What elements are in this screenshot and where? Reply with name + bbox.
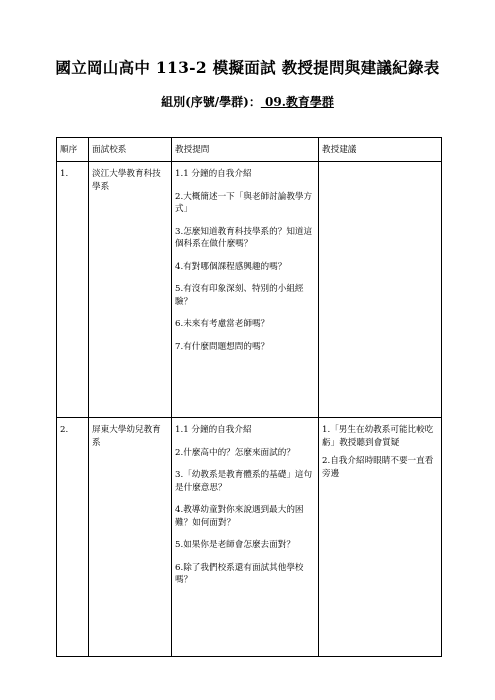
table-header-row	[57, 138, 442, 162]
row-suggestions	[319, 418, 442, 657]
question-item: 7.有什麼問題想問的嗎？	[175, 341, 270, 352]
header-suggestions: 教授建議	[319, 138, 442, 162]
header-order: 順序	[57, 138, 89, 162]
question-item: 2.大概簡述一下「與老師討論教學方式」	[175, 191, 313, 214]
row-order: 1.	[57, 162, 89, 418]
header-school: 面試校系	[89, 138, 172, 162]
question-item: 5.如果你是老師會怎麼去面對？	[175, 540, 295, 550]
header-questions: 教授提問	[172, 138, 319, 162]
suggestion-item: 2.自我介紹時眼睛不要一直看旁邊	[322, 456, 434, 479]
question-item: 2.什麼高中的？怎麼來面試的？	[175, 447, 295, 458]
row-questions	[172, 162, 319, 418]
row-suggestions	[319, 162, 442, 418]
question-item: 4.有對哪個課程感興趣的嗎？	[175, 261, 287, 272]
question-item: 5.有沒有印象深刻、特別的小組經驗？	[175, 284, 304, 307]
subtitle-label: 組別(序號/學群)：	[161, 95, 261, 109]
document-subtitle	[0, 93, 495, 110]
row-order: 2.	[57, 418, 89, 657]
row-school: 屏東大學幼兒教育系	[89, 418, 172, 657]
document-title: 國立岡山高中 113-2 模擬面試 教授提問與建議紀錄表	[55, 58, 440, 77]
question-item: 4.教導幼童對你來說遇到最大的困難？如何面對？	[175, 505, 304, 528]
question-item: 6.未來有考慮當老師嗎？	[175, 319, 270, 329]
question-item: 1.1 分鐘的自我介紹	[175, 425, 252, 435]
question-item: 1.1 分鐘的自我介紹	[175, 169, 252, 179]
row-school: 淡江大學教育科技學系	[89, 162, 172, 418]
interview-record-table	[56, 137, 442, 657]
subtitle-group: 09.教育學群	[260, 95, 334, 109]
table-row	[57, 418, 442, 657]
row-questions	[172, 418, 319, 657]
question-item: 6.除了我們校系還有面試其他學校嗎？	[175, 562, 304, 585]
suggestion-item: 1.「男生在幼教系可能比較吃虧」教授聽到會質疑	[322, 425, 434, 448]
question-item: 3.「幼教系是教育體系的基礎」這句是什麼意思？	[175, 470, 313, 493]
question-item: 3.怎麼知道教育科技學系的？知道這個科系在做什麼嗎？	[175, 226, 313, 249]
table-row	[57, 162, 442, 418]
